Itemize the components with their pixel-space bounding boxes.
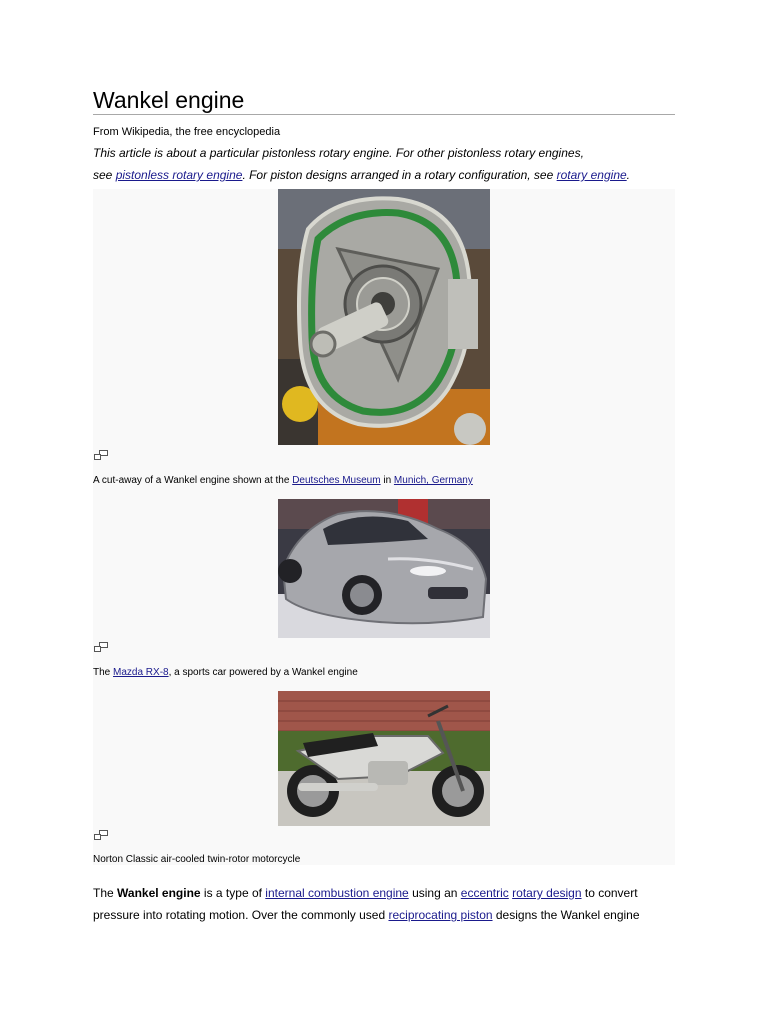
hatnote-line-1: This article is about a particular pistonless rotary engine. For other pistonless rotary engines, xyxy=(93,146,584,160)
wankel-engine-cutaway-image[interactable] xyxy=(278,189,490,445)
deutsches-museum-link[interactable]: Deutsches Museum xyxy=(292,475,381,486)
body-text: using an xyxy=(408,886,461,900)
internal-combustion-engine-link[interactable]: internal combustion engine xyxy=(265,886,409,900)
figure-gallery xyxy=(93,189,675,865)
site-subtitle: From Wikipedia, the free encyclopedia xyxy=(93,126,281,138)
page-title: Wankel engine xyxy=(93,87,245,113)
figure-caption-2 xyxy=(93,666,358,679)
hatnote-line-2 xyxy=(93,167,630,183)
body-paragraph-line-2 xyxy=(93,904,640,926)
munich-germany-link[interactable]: Munich, Germany xyxy=(393,475,473,486)
caption-text: , a sports car powered by a Wankel engine xyxy=(168,667,358,678)
magnify-icon[interactable] xyxy=(94,450,108,460)
magnify-icon[interactable] xyxy=(94,642,108,652)
body-text: to convert xyxy=(581,886,638,900)
eccentric-link[interactable]: eccentric xyxy=(460,886,509,900)
hatnote-text: . xyxy=(626,168,631,182)
figure-caption-3: Norton Classic air-cooled twin-rotor motorcycle xyxy=(93,854,301,865)
caption-text: The xyxy=(93,667,114,678)
body-text: pressure into rotating motion. Over the commonly used xyxy=(93,908,389,922)
caption-text: in xyxy=(380,475,394,486)
title-divider xyxy=(93,114,675,115)
body-paragraph-line-1 xyxy=(93,882,638,904)
reciprocating-piston-link[interactable]: reciprocating piston xyxy=(388,908,493,922)
pistonless-rotary-engine-link[interactable]: pistonless rotary engine xyxy=(115,168,243,182)
body-text: The xyxy=(93,886,118,900)
mazda-rx8-link[interactable]: Mazda RX-8 xyxy=(113,667,169,678)
mazda-rx8-image[interactable] xyxy=(278,499,490,638)
hatnote-text: see xyxy=(93,168,116,182)
article-subject: Wankel engine xyxy=(117,886,201,900)
body-text: designs the Wankel engine xyxy=(492,908,640,922)
magnify-icon[interactable] xyxy=(94,830,108,840)
rotary-design-link[interactable]: rotary design xyxy=(512,886,582,900)
figure-caption-1 xyxy=(93,474,473,487)
hatnote-text: . For piston designs arranged in a rotary configuration, see xyxy=(242,168,557,182)
body-text: is a type of xyxy=(200,886,266,900)
rotary-engine-link[interactable]: rotary engine xyxy=(556,168,627,182)
norton-motorcycle-image[interactable] xyxy=(278,691,490,826)
caption-text: A cut-away of a Wankel engine shown at the xyxy=(93,475,293,486)
